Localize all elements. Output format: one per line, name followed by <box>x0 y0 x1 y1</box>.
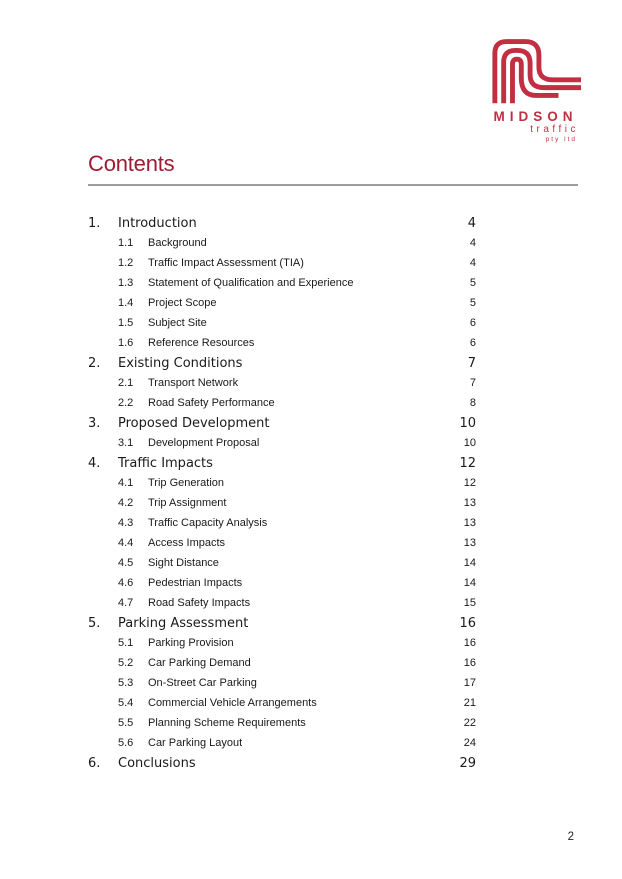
toc-entry-page: 15 <box>463 597 476 609</box>
toc-entry[interactable] <box>88 233 476 253</box>
toc-entry-title: Road Safety Impacts <box>148 597 251 609</box>
toc-entry-page: 6 <box>469 317 476 329</box>
toc-entry-title: Introduction <box>118 215 197 231</box>
toc-entry-page: 5 <box>469 297 476 309</box>
toc-entry-title: Trip Generation <box>148 477 225 489</box>
toc-entry-page: 16 <box>459 615 476 631</box>
toc-entry-number: 1.6 <box>118 337 134 349</box>
toc-entry[interactable] <box>88 413 476 433</box>
toc-entry-page: 7 <box>467 355 476 371</box>
toc-entry-title: Traffic Capacity Analysis <box>148 517 268 529</box>
toc-entry-page: 13 <box>463 517 476 529</box>
toc-entry-number: 4.3 <box>118 517 134 529</box>
toc-entry-page: 13 <box>463 537 476 549</box>
toc-entry-title: Traffic Impacts <box>118 455 213 471</box>
toc-entry-page: 16 <box>463 657 476 669</box>
toc-entry-title: Traffic Impact Assessment (TIA) <box>148 257 304 269</box>
toc-entry-number: 1.2 <box>118 257 134 269</box>
toc-entry[interactable] <box>88 213 476 233</box>
toc-entry-title: Trip Assignment <box>148 497 227 509</box>
toc-entry-number: 4. <box>88 455 101 471</box>
toc-entry[interactable] <box>88 493 476 513</box>
toc-entry-title: Existing Conditions <box>118 355 243 371</box>
toc-entry[interactable] <box>88 273 476 293</box>
toc-entry-page: 4 <box>469 237 476 249</box>
toc-entry[interactable] <box>88 393 476 413</box>
toc-entry-number: 3.1 <box>118 437 134 449</box>
toc-entry-page: 21 <box>463 697 476 709</box>
toc-entry-title: Car Parking Layout <box>148 737 243 749</box>
toc-entry-number: 4.1 <box>118 477 134 489</box>
toc-entry-number: 5.2 <box>118 657 134 669</box>
toc-entry-page: 10 <box>459 415 476 431</box>
toc-entry-title: On-Street Car Parking <box>148 677 257 689</box>
toc-entry-number: 1.1 <box>118 237 134 249</box>
toc-entry-page: 17 <box>463 677 476 689</box>
toc-entry[interactable] <box>88 553 476 573</box>
toc-entry-page: 6 <box>469 337 476 349</box>
toc-entry[interactable] <box>88 653 476 673</box>
toc-entry-number: 2.1 <box>118 377 134 389</box>
toc-entry-title: Commercial Vehicle Arrangements <box>148 697 317 709</box>
toc-entry[interactable] <box>88 573 476 593</box>
toc-entry[interactable] <box>88 633 476 653</box>
toc-entry-number: 5.3 <box>118 677 134 689</box>
logo-subtagline-text: pty ltd <box>545 136 577 143</box>
toc-entry-page: 4 <box>467 215 476 231</box>
toc-entry[interactable] <box>88 733 476 753</box>
toc-entry-page: 4 <box>469 257 476 269</box>
toc-entry-page: 7 <box>469 377 476 389</box>
toc-entry-page: 10 <box>463 437 476 449</box>
logo-tagline-text: traffic <box>530 124 579 135</box>
toc-entry-page: 22 <box>463 717 476 729</box>
toc-entry-title: Access Impacts <box>148 537 226 549</box>
toc-entry-number: 4.7 <box>118 597 134 609</box>
toc-entry[interactable] <box>88 533 476 553</box>
toc-entry-title: Subject Site <box>148 317 207 329</box>
toc-entry[interactable] <box>88 753 476 773</box>
toc-entry-number: 4.2 <box>118 497 134 509</box>
toc-entry-title: Sight Distance <box>148 557 219 569</box>
page-title: Contents <box>88 151 175 176</box>
toc-entry-title: Parking Assessment <box>118 615 249 631</box>
toc-entry[interactable] <box>88 673 476 693</box>
toc-entry[interactable] <box>88 333 476 353</box>
toc-entry-number: 6. <box>88 755 101 771</box>
toc-entry-page: 14 <box>463 557 476 569</box>
toc-entry-title: Transport Network <box>148 377 239 389</box>
toc-entry-title: Reference Resources <box>148 337 255 349</box>
toc-entry-number: 2.2 <box>118 397 134 409</box>
logo-brand-text: MIDSON <box>493 109 578 124</box>
toc-entry-page: 16 <box>463 637 476 649</box>
toc-entry-title: Background <box>148 237 207 249</box>
toc-entry-title: Proposed Development <box>118 415 270 431</box>
table-of-contents <box>88 213 476 773</box>
toc-entry-number: 5.1 <box>118 637 134 649</box>
toc-entry[interactable] <box>88 353 476 373</box>
toc-entry-title: Car Parking Demand <box>148 657 251 669</box>
toc-entry[interactable] <box>88 253 476 273</box>
toc-entry-title: Parking Provision <box>148 637 234 649</box>
toc-entry[interactable] <box>88 613 476 633</box>
toc-entry-title: Statement of Qualification and Experience <box>148 277 354 289</box>
toc-entry-title: Road Safety Performance <box>148 397 275 409</box>
toc-entry-page: 5 <box>469 277 476 289</box>
toc-entry[interactable] <box>88 513 476 533</box>
toc-entry-page: 12 <box>459 455 476 471</box>
midson-road-monogram-icon <box>488 34 582 106</box>
toc-entry-number: 2. <box>88 355 101 371</box>
toc-entry-number: 1.4 <box>118 297 134 309</box>
toc-entry-title: Pedestrian Impacts <box>148 577 243 589</box>
toc-entry-title: Development Proposal <box>148 437 260 449</box>
toc-entry-page: 29 <box>459 755 476 771</box>
toc-entry[interactable] <box>88 473 476 493</box>
toc-entry-number: 4.4 <box>118 537 134 549</box>
toc-entry-number: 5.5 <box>118 717 134 729</box>
toc-entry-page: 8 <box>469 397 476 409</box>
toc-entry[interactable] <box>88 293 476 313</box>
toc-entry-number: 1.3 <box>118 277 134 289</box>
toc-entry-number: 5. <box>88 615 101 631</box>
heading-rule <box>88 184 578 186</box>
toc-entry-title: Planning Scheme Requirements <box>148 717 306 729</box>
toc-entry-number: 5.6 <box>118 737 134 749</box>
toc-entry-number: 5.4 <box>118 697 134 709</box>
toc-entry[interactable] <box>88 313 476 333</box>
toc-entry-title: Project Scope <box>148 297 217 309</box>
toc-entry-number: 1.5 <box>118 317 134 329</box>
toc-entry[interactable] <box>88 693 476 713</box>
toc-entry[interactable] <box>88 713 476 733</box>
toc-entry-page: 13 <box>463 497 476 509</box>
toc-entry[interactable] <box>88 593 476 613</box>
toc-entry-page: 12 <box>463 477 476 489</box>
toc-entry-page: 14 <box>463 577 476 589</box>
toc-entry[interactable] <box>88 373 476 393</box>
toc-entry[interactable] <box>88 433 476 453</box>
toc-entry-number: 3. <box>88 415 101 431</box>
toc-entry[interactable] <box>88 453 476 473</box>
company-logo <box>487 34 582 143</box>
toc-entry-page: 24 <box>463 737 476 749</box>
toc-entry-title: Conclusions <box>118 755 196 771</box>
toc-entry-number: 4.6 <box>118 577 134 589</box>
footer-page-number: 2 <box>567 831 574 843</box>
toc-entry-number: 4.5 <box>118 557 134 569</box>
toc-entry-number: 1. <box>88 215 101 231</box>
